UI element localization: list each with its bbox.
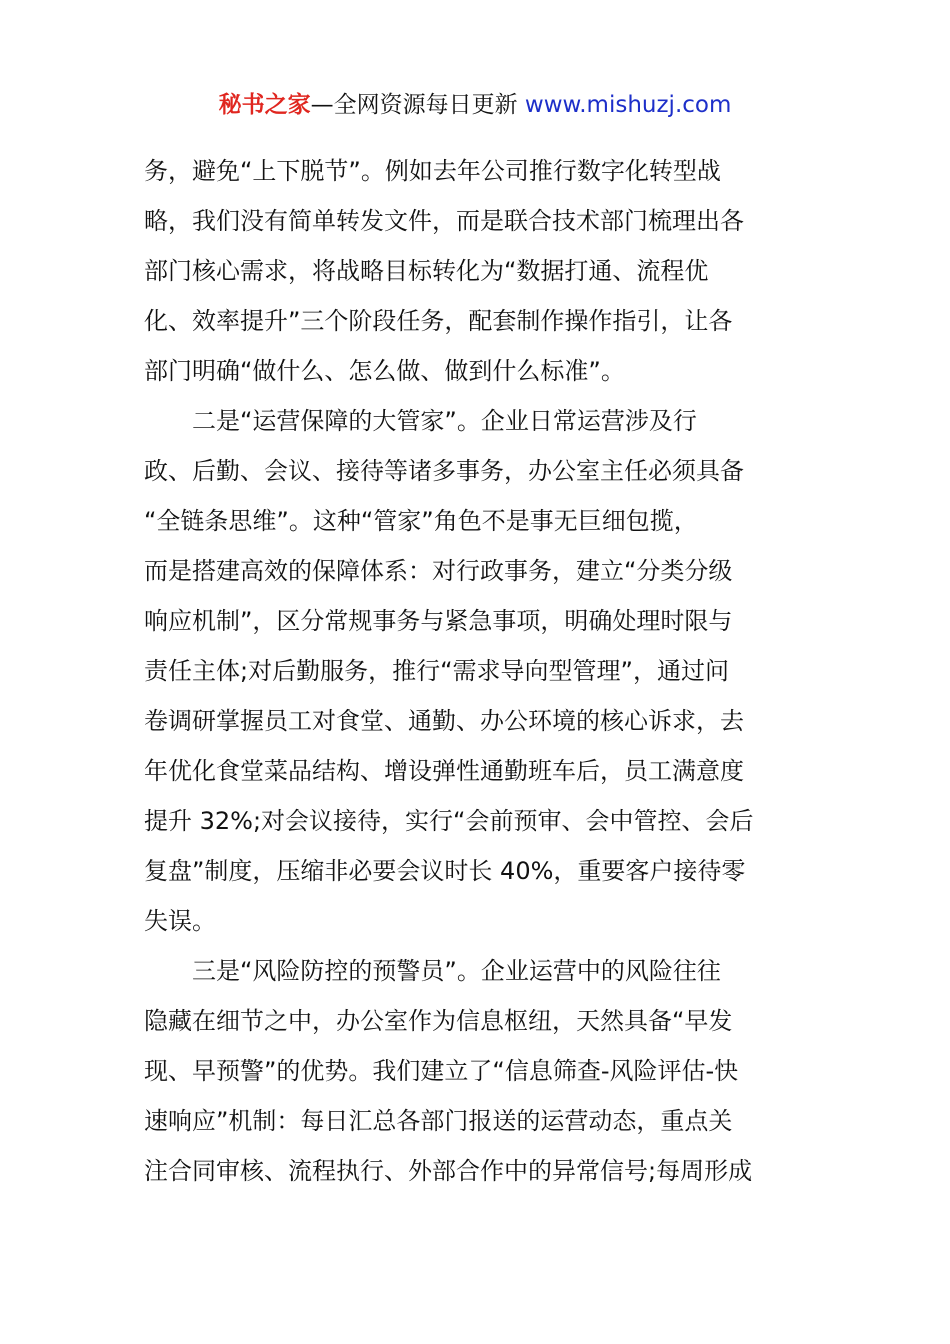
text-line: 年优化食堂菜品结构、增设弹性通勤班车后，员工满意度 [144, 757, 744, 785]
text-line: 而是搭建高效的保障体系：对行政事务，建立“分类分级 [144, 557, 733, 585]
text-line: “全链条思维”。这种“管家”角色不是事无巨细包揽， [144, 507, 698, 535]
text-line: 务，避免“上下脱节”。例如去年公司推行数字化转型战 [144, 157, 721, 185]
paragraph-start-line: 二是“运营保障的大管家”。企业日常运营涉及行 [192, 407, 697, 435]
site-url[interactable]: www.mishuzj.com [524, 92, 732, 118]
text-line: 政、后勤、会议、接待等诸多事务，办公室主任必须具备 [144, 457, 744, 485]
text-line: 注合同审核、流程执行、外部合作中的异常信号;每周形成 [144, 1157, 753, 1185]
text-line: 提升 32%;对会议接待，实行“会前预审、会中管控、会后 [144, 807, 754, 835]
document-body [144, 146, 814, 1196]
text-line: 复盘”制度，压缩非必要会议时长 40%，重要客户接待零 [144, 857, 746, 885]
text-line: 卷调研掌握员工对食堂、通勤、办公环境的核心诉求，去 [144, 707, 744, 735]
text-line: 化、效率提升”三个阶段任务，配套制作操作指引，让各 [144, 307, 733, 335]
paragraph-start-line: 三是“风险防控的预警员”。企业运营中的风险往往 [192, 957, 721, 985]
text-line: 责任主体;对后勤服务，推行“需求导向型管理”，通过问 [144, 657, 729, 685]
site-header [0, 88, 950, 122]
text-line: 现、早预警”的优势。我们建立了“信息筛查-风险评估-快 [144, 1057, 739, 1085]
site-brand: 秘书之家 [218, 92, 311, 118]
text-line: 部门明确“做什么、怎么做、做到什么标准”。 [144, 357, 625, 385]
text-line: 隐藏在细节之中，办公室作为信息枢纽，天然具备“早发 [144, 1007, 733, 1035]
text-line: 略，我们没有简单转发文件，而是联合技术部门梳理出各 [144, 207, 744, 235]
text-line: 响应机制”，区分常规事务与紧急事项，明确处理时限与 [144, 607, 733, 635]
site-tagline: —全网资源每日更新 [310, 92, 525, 118]
text-line: 速响应”机制：每日汇总各部门报送的运营动态，重点关 [144, 1107, 733, 1135]
text-line: 失误。 [144, 907, 216, 935]
text-line: 部门核心需求，将战略目标转化为“数据打通、流程优 [144, 257, 709, 285]
